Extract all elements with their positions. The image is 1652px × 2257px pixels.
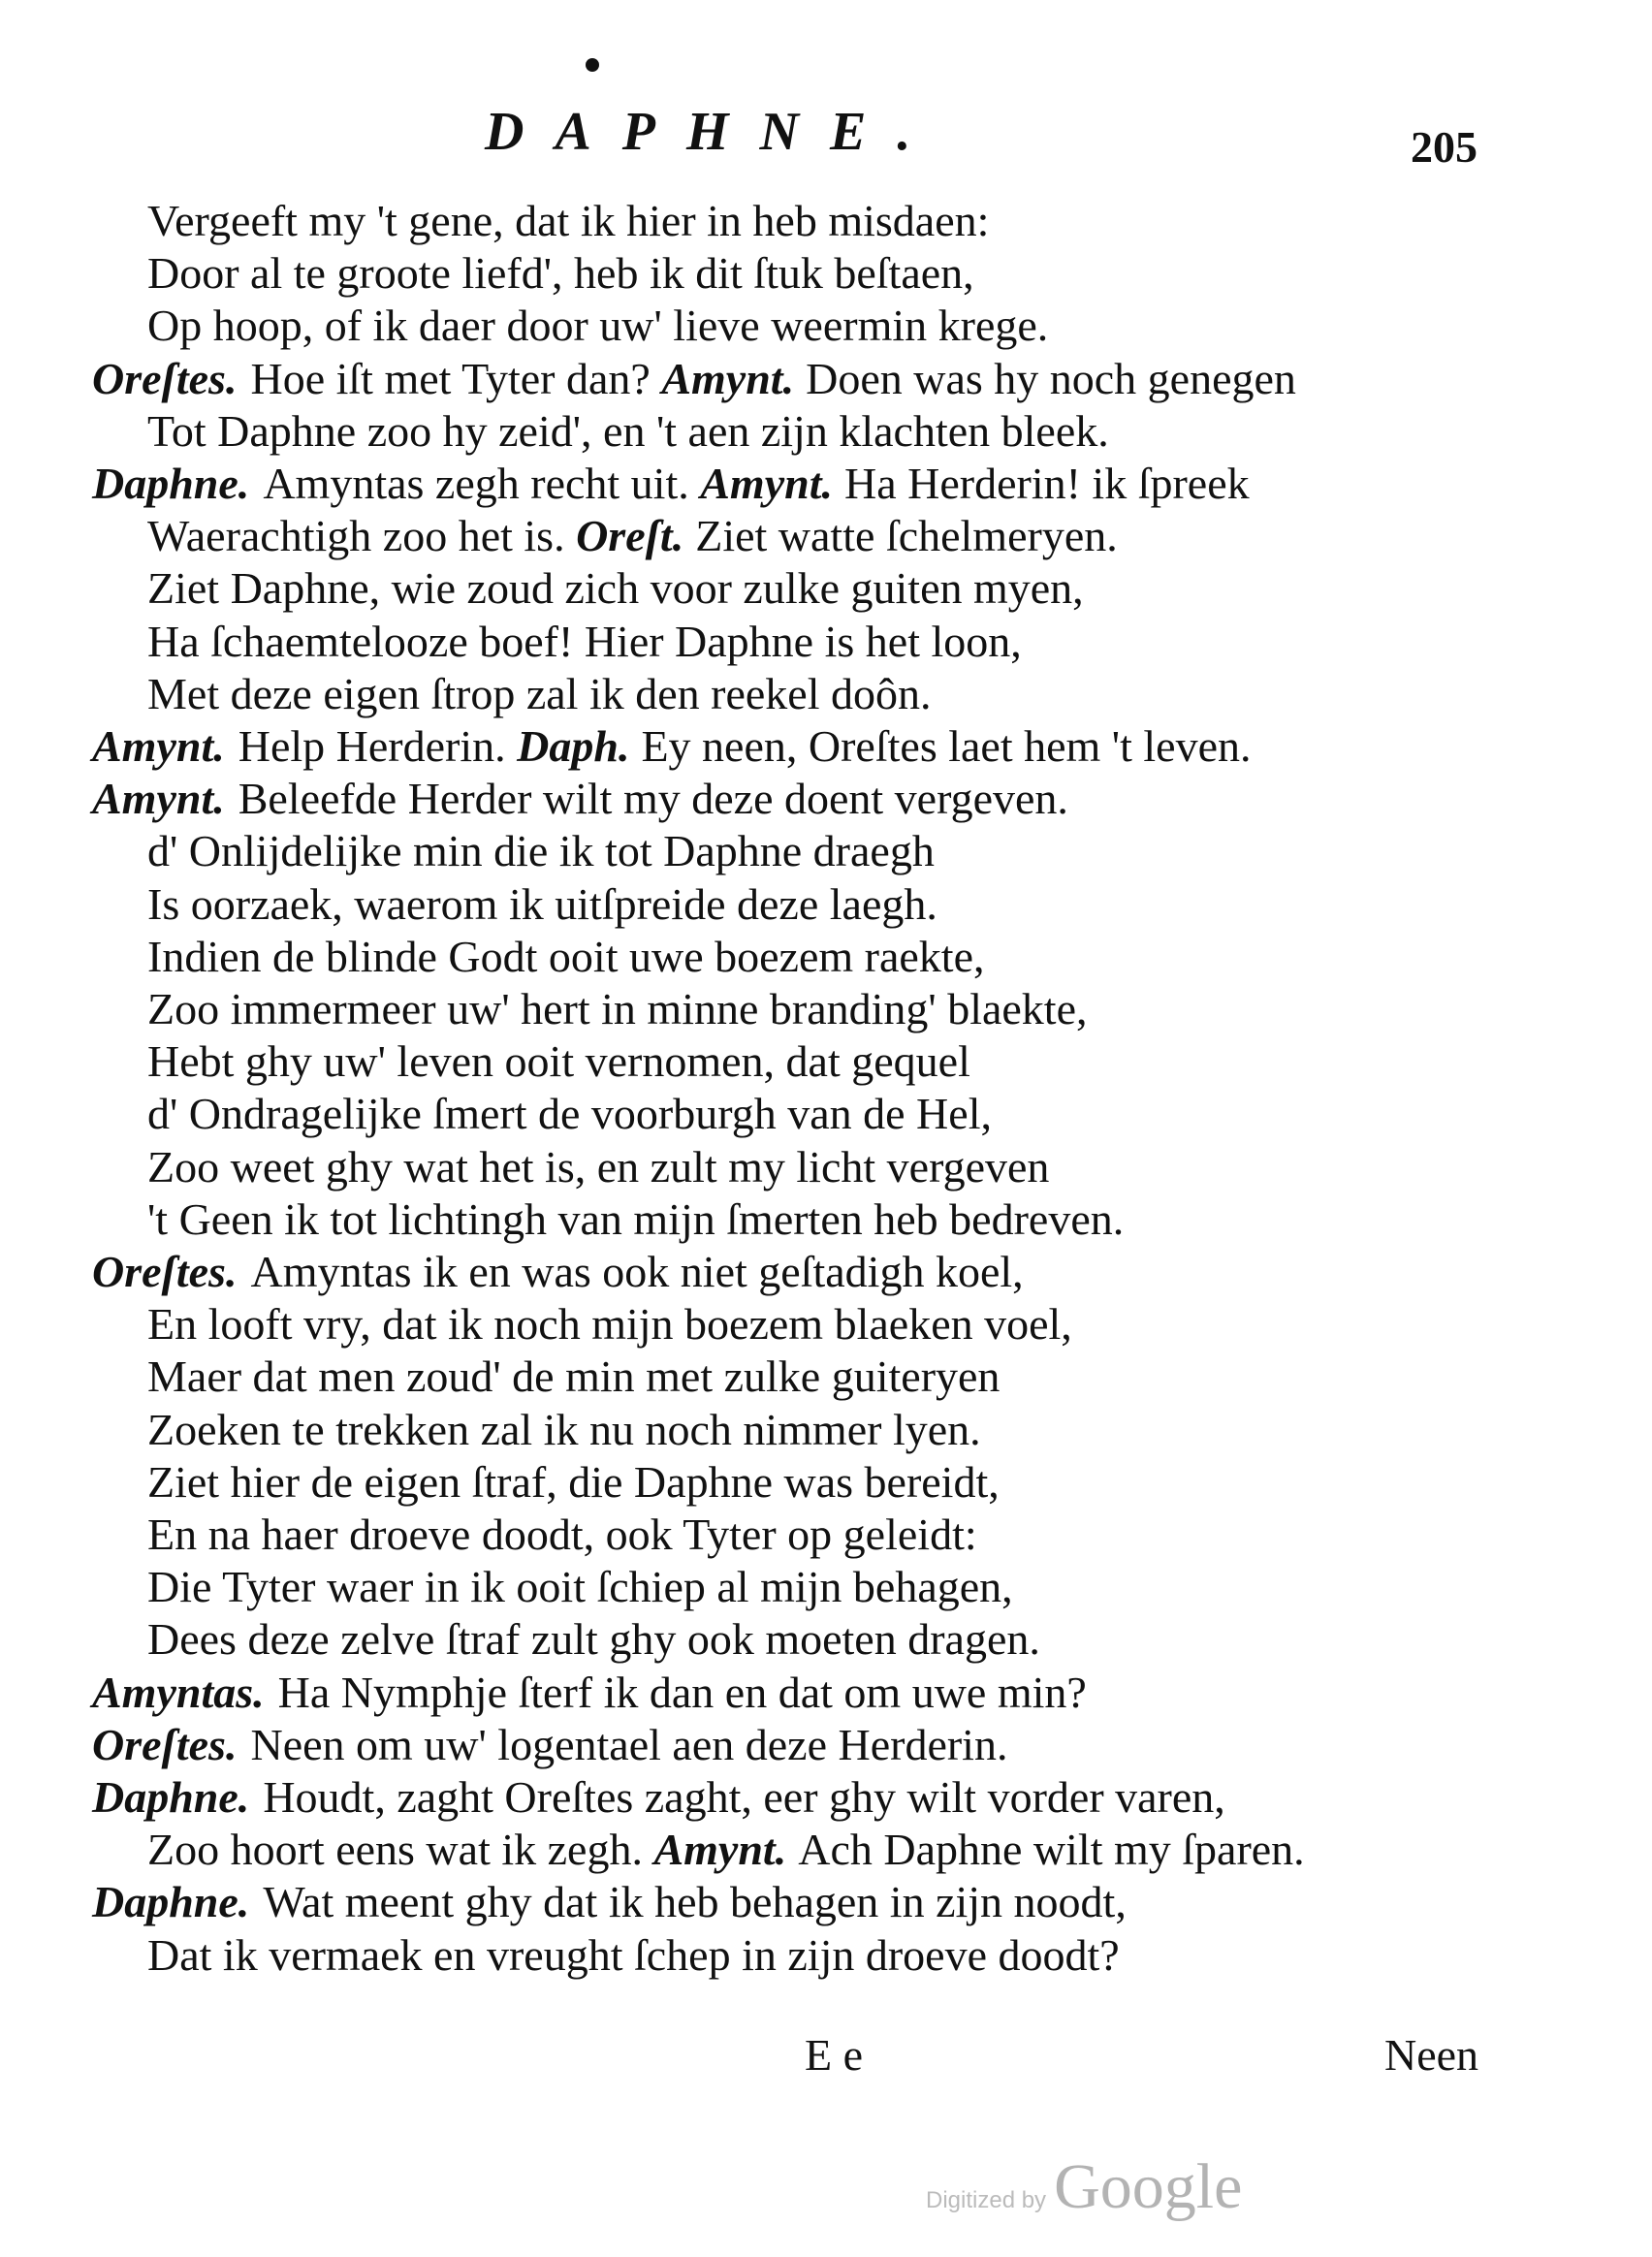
line-text: Ziet Daphne, wie zoud zich voor zulke guiten myen, bbox=[147, 563, 1084, 614]
speaker-name: Daphne. bbox=[92, 1877, 250, 1927]
verse-line bbox=[92, 770, 1068, 828]
line-text: Help Herderin. bbox=[238, 721, 518, 771]
line-text: Maer dat men zoud' de min met zulke guiteryen bbox=[147, 1351, 1001, 1402]
verse-line bbox=[147, 1138, 1049, 1196]
line-text: Zoo hoort eens wat ik zegh. bbox=[147, 1825, 654, 1875]
verse-line bbox=[147, 192, 989, 250]
signature-mark: E e bbox=[805, 2030, 864, 2080]
speaker-name: Daphne. bbox=[92, 1772, 250, 1822]
verse-line bbox=[147, 1348, 1000, 1406]
speaker-name: Oreſt. bbox=[576, 511, 684, 561]
verse-line bbox=[147, 1033, 970, 1091]
verse-line bbox=[147, 1453, 1000, 1511]
line-text: Ey neen, Oreſtes laet hem 't leven. bbox=[641, 721, 1252, 771]
line-text: d' Onlijdelijke min die ik tot Daphne draegh bbox=[147, 826, 935, 876]
line-text: Ziet watte ſchelmeryen. bbox=[695, 511, 1118, 561]
speaker-name: Amynt. bbox=[92, 774, 225, 824]
line-text: Ha Nymphje ſterf ik dan en dat om uwe min? bbox=[277, 1667, 1087, 1717]
speaker-name: Oreſtes. bbox=[92, 1719, 238, 1769]
line-text: Hoe iſt met Tyter dan? bbox=[250, 353, 662, 403]
verse-line bbox=[147, 1506, 977, 1564]
line-text: d' Ondragelijke ſmert de voorburgh van de Hel, bbox=[147, 1089, 992, 1139]
verse-line bbox=[92, 455, 1250, 513]
verse-line bbox=[92, 1716, 1007, 1774]
verse-line bbox=[147, 980, 1088, 1038]
verse-line bbox=[147, 402, 1109, 461]
line-text: Is oorzaek, waerom ik uitſpreide deze laegh. bbox=[147, 878, 937, 929]
line-text: Zoo immermeer uw' hert in minne branding' blaekte, bbox=[147, 984, 1088, 1033]
line-text: En na haer droeve doodt, ook Tyter op geleidt: bbox=[147, 1510, 977, 1559]
line-text: Amyntas zegh recht uit. bbox=[263, 459, 701, 508]
line-text: Zoo weet ghy wat het is, en zult my licht vergeven bbox=[147, 1141, 1050, 1192]
verse-line bbox=[147, 1610, 1040, 1669]
line-text: Zoeken te trekken zal ik nu noch nimmer lyen. bbox=[147, 1404, 981, 1454]
line-text: Ha ſchaemtelooze boef! Hier Daphne is het loon, bbox=[147, 616, 1022, 666]
google-logo: Google bbox=[1054, 2151, 1243, 2222]
verse-line bbox=[147, 1191, 1124, 1249]
verse-line bbox=[92, 1243, 1024, 1301]
line-text: Op hoop, of ik daer door uw' lieve weermin krege. bbox=[147, 301, 1049, 351]
verse-line bbox=[92, 1768, 1225, 1827]
line-text: Beleefde Herder wilt my deze doent vergeven. bbox=[238, 774, 1068, 824]
verse-line bbox=[147, 1821, 1305, 1879]
line-text: Dees deze zelve ſtraf zult ghy ook moeten dragen. bbox=[147, 1614, 1040, 1665]
line-text: Die Tyter waer in ik ooit ſchiep al mijn behagen, bbox=[147, 1562, 1013, 1612]
verse-line bbox=[147, 1401, 981, 1459]
verse-line bbox=[147, 613, 1022, 671]
line-text: Ha Herderin! ik ſpreek bbox=[844, 459, 1250, 508]
page-number: 205 bbox=[1411, 122, 1477, 172]
speaker-name: Daph. bbox=[517, 721, 630, 771]
line-text: Tot Daphne zoo hy zeid', en 't aen zijn klachten bleek. bbox=[147, 405, 1109, 456]
line-text: Vergeeft my 't gene, dat ik hier in heb misdaen: bbox=[147, 196, 990, 245]
line-text: Wat meent ghy dat ik heb behagen in zijn noodt, bbox=[263, 1877, 1127, 1927]
verse-line bbox=[147, 665, 932, 723]
verse-line bbox=[147, 1085, 992, 1143]
verse-line bbox=[147, 928, 985, 986]
line-text: Doen was hy noch genegen bbox=[806, 353, 1296, 403]
catchword: Neen bbox=[1384, 2030, 1479, 2080]
verse-line bbox=[92, 350, 1296, 408]
verse-line bbox=[92, 1664, 1087, 1722]
verse-line bbox=[147, 507, 1118, 565]
verse-line bbox=[147, 1295, 1072, 1353]
verse-line bbox=[92, 1873, 1127, 1931]
line-text: Met deze eigen ſtrop zal ik den reekel doôn. bbox=[147, 668, 932, 718]
speaker-name: Amyntas. bbox=[92, 1667, 265, 1717]
line-text: Houdt, zaght Oreſtes zaght, eer ghy wilt vorder varen, bbox=[263, 1772, 1225, 1822]
line-text: Amyntas ik en was ook niet geſtadigh koel, bbox=[250, 1247, 1024, 1296]
speaker-name: Oreſtes. bbox=[92, 353, 238, 403]
running-title: DAPHNE. bbox=[485, 102, 942, 162]
verse-line bbox=[147, 875, 937, 934]
speaker-name: Amynt. bbox=[653, 1825, 787, 1875]
line-text: Ziet hier de eigen ſtraf, die Daphne was bereidt, bbox=[147, 1456, 1000, 1507]
verse-line bbox=[147, 1926, 1120, 1985]
line-text: Door al te groote liefd', heb ik dit ſtuk beſtaen, bbox=[147, 248, 974, 299]
verse-line bbox=[92, 717, 1252, 776]
line-text: Neen om uw' logentael aen deze Herderin. bbox=[250, 1719, 1008, 1769]
verse-line bbox=[147, 822, 935, 880]
line-text: Dat ik vermaek en vreught ſchep in zijn droeve doodt? bbox=[147, 1929, 1120, 1980]
speaker-name: Amynt. bbox=[661, 353, 795, 403]
line-text: Waerachtigh zoo het is. bbox=[147, 511, 577, 561]
speaker-name: Amynt. bbox=[92, 721, 225, 771]
line-text: Ach Daphne wilt my ſparen. bbox=[798, 1825, 1305, 1875]
verse-line bbox=[147, 244, 974, 302]
speaker-name: Oreſtes. bbox=[92, 1247, 238, 1296]
line-text: Indien de blinde Godt ooit uwe boezem raekte, bbox=[147, 931, 985, 981]
speaker-name: Amynt. bbox=[700, 459, 833, 508]
speaker-name: Daphne. bbox=[92, 459, 250, 508]
watermark-prefix: Digitized by bbox=[926, 2187, 1047, 2213]
digitized-watermark bbox=[926, 2150, 1242, 2224]
verse-line bbox=[147, 1558, 1013, 1616]
line-text: Hebt ghy uw' leven ooit vernomen, dat gequel bbox=[147, 1036, 970, 1087]
line-text: 't Geen ik tot lichtingh van mijn ſmerten heb bedreven. bbox=[147, 1193, 1125, 1244]
verse-line bbox=[147, 297, 1048, 355]
line-text: En looft vry, dat ik noch mijn boezem blaeken voel, bbox=[147, 1299, 1072, 1350]
verse-line bbox=[147, 559, 1084, 618]
